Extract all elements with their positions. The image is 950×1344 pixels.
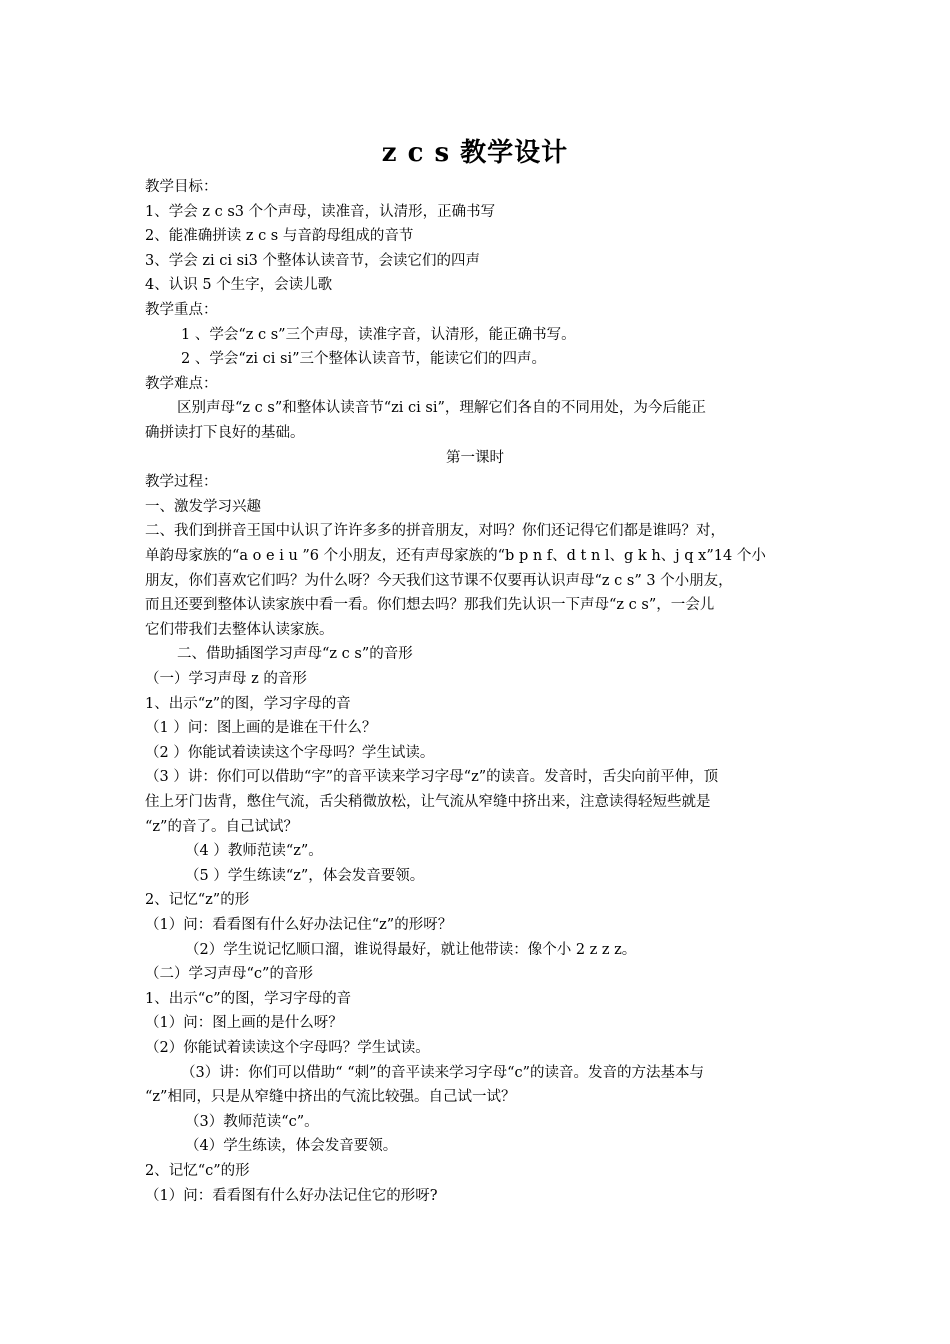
text-line: 而且还要到整体认读家族中看一看。你们想去吗？那我们先认识一下声母“z c s”，一会儿 (145, 597, 715, 614)
text-line: （4 ）教师范读“z”。 (185, 843, 323, 860)
text-line: 二、我们到拼音王国中认识了许许多多的拼音朋友，对吗？你们还记得它们都是谁吗？对， (145, 523, 725, 540)
text-line: 它们带我们去整体认读家族。 (145, 621, 334, 638)
text-line: 2 、学会“zi ci si”三个整体认读音节，能读它们的四声。 (181, 351, 546, 368)
text-line: 二、借助插图学习声母“z c s”的音形 (177, 646, 413, 663)
text-line: （2）学生说记忆顺口溜，谁说得最好，就让他带读：像个小 2 z z z。 (185, 941, 637, 958)
text-line: “z”相同，只是从窄缝中挤出的气流比较强。自己试一试？ (145, 1089, 516, 1106)
text-line: 2、能准确拼读 z c s 与音韵母组成的音节 (145, 228, 414, 245)
text-line: 单韵母家族的“a o e i u ”6 个小朋友，还有声母家族的“b p n f、d t n l、g k h、j q x”14 个小 (145, 548, 766, 564)
text-line: （1）问：看看图有什么好办法记住它的形呀? (145, 1187, 438, 1204)
text-line: （3）教师范读“c”。 (185, 1113, 319, 1130)
text-line: 3、学会 zi ci si3 个整体认读音节，会读它们的四声 (145, 252, 480, 269)
text-line: （3）讲：你们可以借助“ “刺”的音平读来学习字母“c”的读音。发音的方法基本与 (181, 1064, 705, 1081)
text-line: 教学重点： (145, 302, 218, 318)
text-line: 一、激发学习兴趣 (145, 498, 261, 515)
text-line: 2、记忆“z”的形 (145, 892, 250, 909)
text-line: （二）学习声母“c”的音形 (145, 966, 313, 983)
text-line: 教学目标： (145, 179, 218, 195)
text-line: 1、出示“z”的图，学习字母的音 (145, 695, 351, 712)
text-line: 区别声母“z c s”和整体认读音节“zi ci si”，理解它们各自的不同用处，为今后能正 (177, 400, 706, 417)
text-line: （3 ）讲：你们可以借助“字”的音平读来学习字母“z”的读音。发音时，舌尖向前平伸，顶 (145, 769, 719, 786)
text-line: 住上牙门齿背，憋住气流，舌尖稍微放松，让气流从窄缝中挤出来，注意读得轻短些就是 (145, 794, 711, 810)
text-line: （1 ）问：图上画的是谁在干什么？ (145, 720, 377, 737)
text-line: （4）学生练读，体会发音要领。 (185, 1138, 398, 1155)
document-title: z c s 教学设计 (381, 138, 569, 168)
section-heading: 第一课时 (446, 449, 504, 466)
text-line: （1）问：看看图有什么好办法记住“z”的形呀？ (145, 917, 453, 933)
text-line: 2、记忆“c”的形 (145, 1163, 250, 1179)
text-line: 1 、学会“z c s”三个声母，读准字音，认清形，能正确书写。 (181, 326, 576, 343)
text-line: （5 ）学生练读“z”，体会发音要领。 (185, 867, 425, 884)
text-line: 1、学会 z c s3 个个声母，读准音，认清形，正确书写 (145, 203, 496, 220)
text-line: （2）你能试着读读这个字母吗？学生试读。 (145, 1040, 430, 1056)
text-line: （2 ）你能试着读读这个字母吗？学生试读。 (145, 744, 435, 761)
text-line: 朋友，你们喜欢它们吗？为什么呀？今天我们这节课不仅要再认识声母“z c s” 3 个小朋友， (145, 572, 733, 589)
text-line: 4、认识 5 个生字，会读儿歌 (145, 277, 333, 294)
text-line: （1）问：图上画的是什么呀？ (145, 1015, 343, 1032)
text-line: 教学难点： (145, 375, 218, 392)
text-line: （一）学习声母 z 的音形 (145, 671, 307, 687)
text-line: 教学过程： (145, 474, 218, 491)
text-line: 1、出示“c”的图，学习字母的音 (145, 990, 352, 1007)
text-line: “z”的音了。自己试试？ (145, 818, 298, 835)
text-line: 确拼读打下良好的基础。 (145, 425, 305, 441)
